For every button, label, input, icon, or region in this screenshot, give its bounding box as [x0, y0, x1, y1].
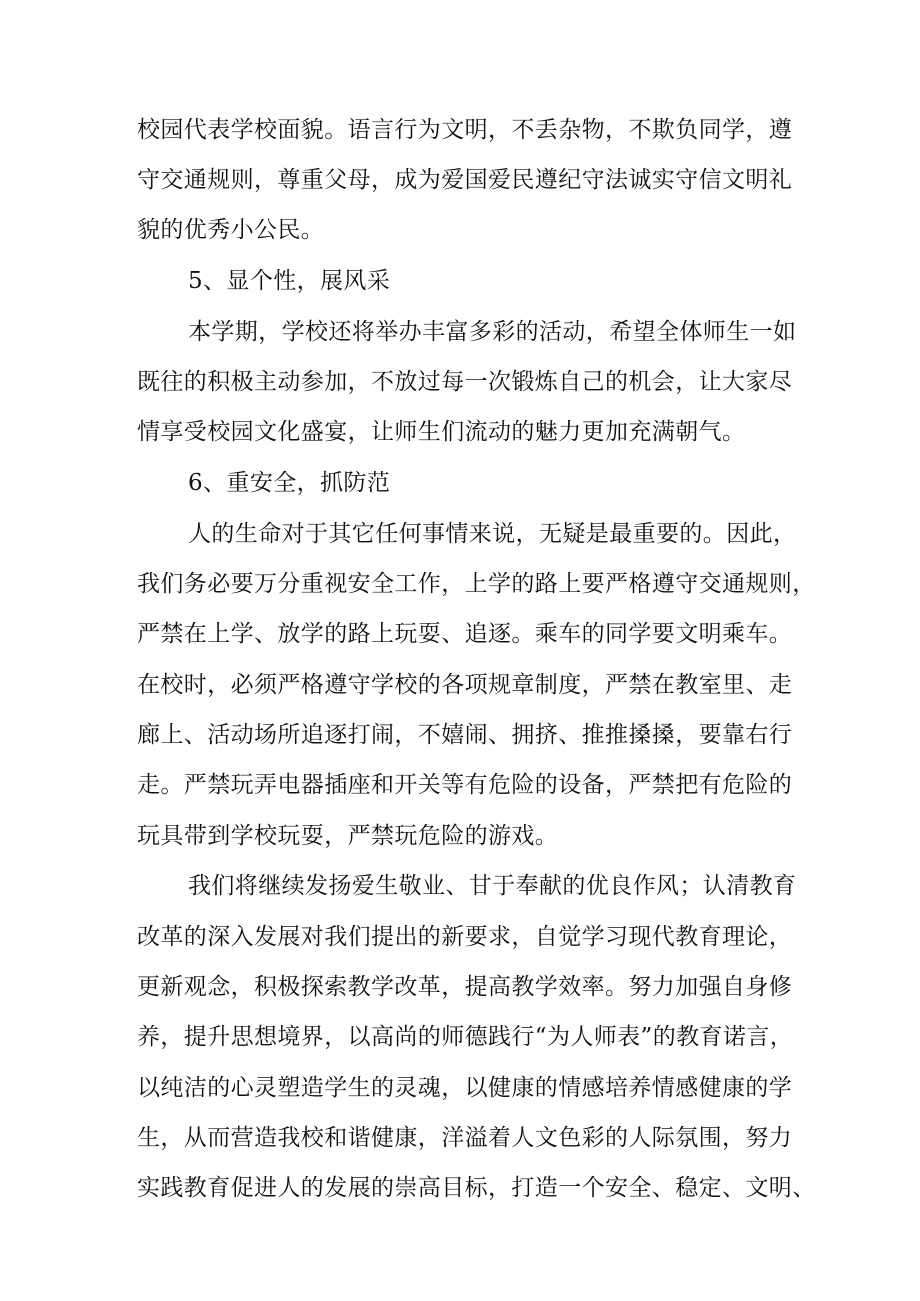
text-line: 更新观念，积极探索教学改革，提高教学效率。努力加强自身修 — [137, 974, 793, 1000]
text-line: 我们务必要万分重视安全工作，上学的路上要严格遵守交通规则， — [137, 571, 816, 597]
text-line: 人的生命对于其它任何事情来说，无疑是最重要的。因此， — [188, 521, 797, 547]
section-heading-5: 5、显个性，展风采 — [188, 268, 391, 294]
section-heading-6: 6、重安全，抓防范 — [188, 470, 391, 496]
text-line: 既往的积极主动参加，不放过每一次锻炼自己的机会，让大家尽 — [137, 369, 793, 395]
text-line: 本学期，学校还将举办丰富多彩的活动，希望全体师生一如 — [188, 319, 797, 345]
text-line: 校园代表学校面貌。语言行为文明，不丢杂物，不欺负同学，遵 — [137, 117, 793, 143]
text-line: 生，从而营造我校和谐健康，洋溢着人文色彩的人际氛围，努力 — [137, 1125, 793, 1151]
text-line: 我们将继续发扬爱生敬业、甘于奉献的优良作风；认清教育 — [188, 873, 797, 899]
text-line: 貌的优秀小公民。 — [137, 217, 325, 243]
text-line: 在校时，必须严格遵守学校的各项规章制度，严禁在教室里、走 — [137, 672, 793, 698]
text-line: 实践教育促进人的发展的崇高目标，打造一个安全、稳定、文明、 — [137, 1175, 816, 1201]
text-line: 养，提升思想境界，以高尚的师德践行“为人师表”的教育诺言， — [137, 1024, 794, 1050]
text-line: 廊上、活动场所追逐打闹，不嬉闹、拥挤、推推搡搡，要靠右行 — [137, 722, 793, 748]
text-line: 严禁在上学、放学的路上玩耍、追逐。乘车的同学要文明乘车。 — [137, 621, 793, 647]
text-line: 守交通规则，尊重父母，成为爱国爱民遵纪守法诚实守信文明礼 — [137, 167, 793, 193]
text-line: 情享受校园文化盛宴，让师生们流动的魅力更加充满朝气。 — [137, 419, 746, 445]
text-line: 玩具带到学校玩耍，严禁玩危险的游戏。 — [137, 823, 559, 849]
text-line: 改革的深入发展对我们提出的新要求，自觉学习现代教育理论， — [137, 924, 793, 950]
text-line: 走。严禁玩弄电器插座和开关等有危险的设备，严禁把有危险的 — [137, 772, 793, 798]
text-line: 以纯洁的心灵塑造学生的灵魂，以健康的情感培养情感健康的学 — [137, 1075, 793, 1101]
